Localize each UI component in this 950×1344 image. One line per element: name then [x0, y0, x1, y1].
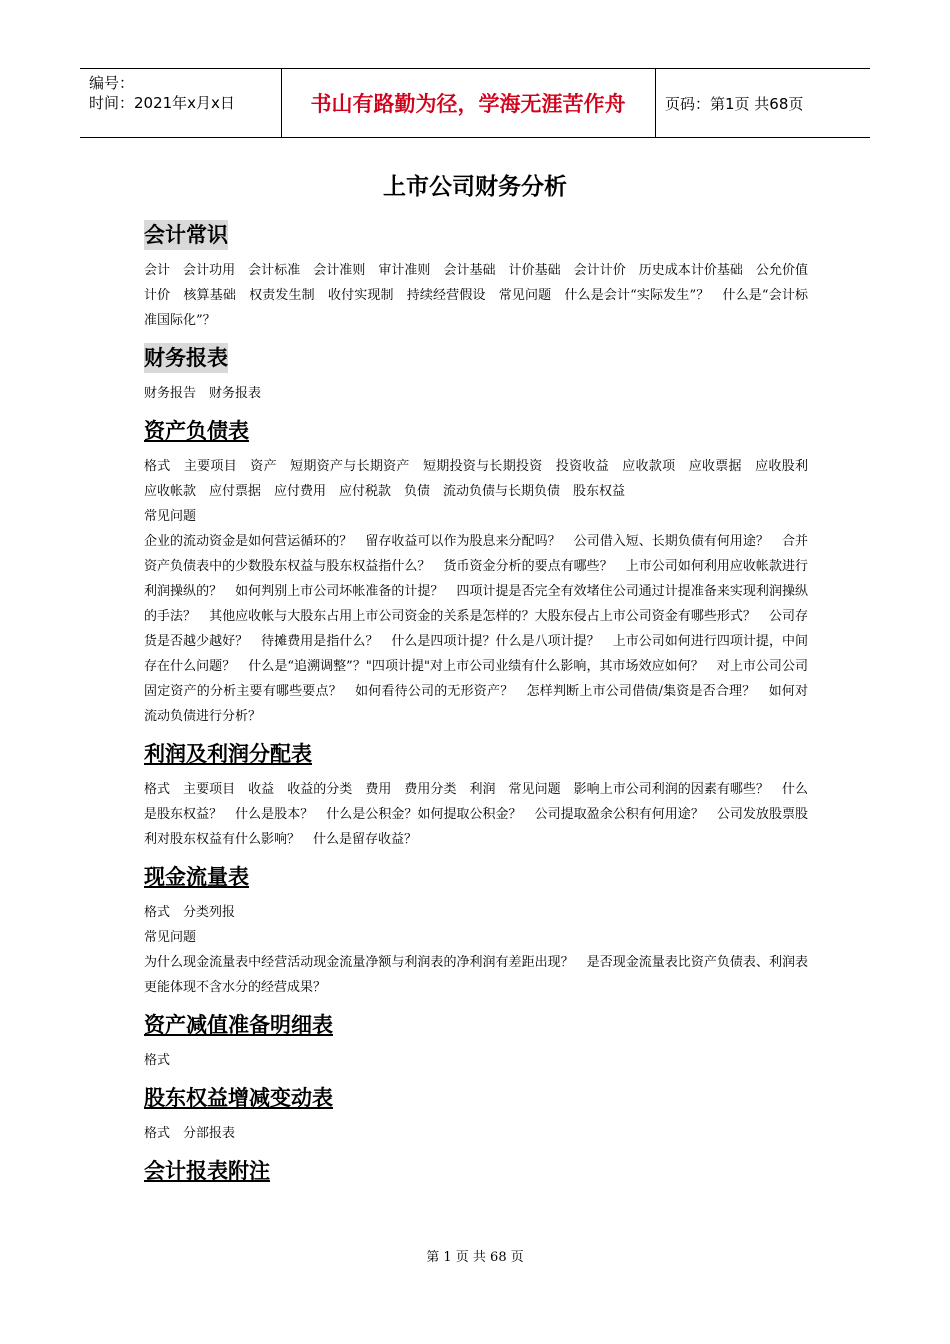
section-equity-changes [144, 1077, 808, 1146]
section-heading: 股东权益增减变动表 [144, 1086, 333, 1110]
section-text: 格式 主要项目 收益 收益的分类 费用 费用分类 利润 常见问题 影响上市公司利润的因素有哪些？ 什么是股东权益？ 什么是股本？ 什么是公积金？如何提取公积金？ 公司提取盈余公积有何用途？ 公司发放股票股利对股东权益有什么影响？ 什么是留存收益？ [144, 782, 808, 847]
section-financial-statements [144, 337, 808, 406]
section-text: 格式 分类列报 [144, 905, 236, 920]
section-heading: 利润及利润分配表 [144, 742, 312, 766]
header-divider [655, 69, 656, 137]
section-text: 为什么现金流量表中经营活动现金流量净额与利润表的净利润有差距出现？ 是否现金流量表比资产负债表、利润表更能体现不含水分的经营成果？ [144, 955, 808, 995]
page-header [80, 68, 870, 138]
section-text: 财务报告 财务报表 [144, 386, 262, 401]
header-motto: 书山有路勤为径，学海无涯苦作舟 [310, 92, 626, 116]
section-text: 常见问题 [144, 930, 197, 945]
section-text: 格式 [144, 1053, 171, 1068]
section-heading: 资产减值准备明细表 [144, 1013, 333, 1037]
section-cash-flow [144, 856, 808, 1000]
section-heading: 会计常识 [144, 220, 228, 250]
section-notes [144, 1150, 808, 1194]
section-impairment [144, 1004, 808, 1073]
time-label: 时间：2021年x月x日 [89, 94, 235, 112]
section-text: 格式 分部报表 [144, 1126, 236, 1141]
section-heading: 财务报表 [144, 343, 228, 373]
section-text: 企业的流动资金是如何营运循环的？ 留存收益可以作为股息来分配吗？ 公司借入短、长期负债有何用途？ 合并资产负债表中的少数股东权益与股东权益指什么？ 货币资金分析的要点有哪些？ 上市公司如何利用应收帐款进行利润操纵的？ 如何判别上市公司坏帐准备的计提？ 四项计提是否完全有效堵住公司通过计提准备来实现利润操纵的手法？ 其他应收帐与大股东占用上市公司资金的关系是怎样的？大股东侵占上市公司资金有哪些形式？ 公司存货是否越少越好？ 待摊费用是指什么？ 什么是四项计提？什么是八项计提？ 上市公司如何进行四项计提，中间存在什么问题？ 什么是“追溯调整”？"四项计提"对上市公司业绩有什么影响，其市场效应如何？ 对上市公司公司固定资产的分析主要有哪些要点？ 如何看待公司的无形资产？ 怎样判断上市公司借债/集资是否合理？ 如何对流动负债进行分析？ [144, 534, 808, 724]
header-meta [89, 73, 235, 113]
page-footer: 第 1 页 共 68 页 [426, 1250, 524, 1265]
section-text: 会计 会计功用 会计标准 会计准则 审计准则 会计基础 计价基础 会计计价 历史成本计价基础 公允价值计价 核算基础 权责发生制 收付实现制 持续经营假设 常见问题 什么是会计“实际发生”？ 什么是“会计标准国际化”？ [144, 263, 808, 328]
section-text: 常见问题 [144, 509, 197, 524]
header-page-info: 页码：第1页 共68页 [665, 94, 804, 113]
number-label: 编号： [89, 74, 135, 92]
section-balance-sheet [144, 410, 822, 729]
section-heading: 现金流量表 [144, 865, 249, 889]
section-accounting-basics [144, 214, 808, 333]
document-title: 上市公司财务分析 [383, 174, 567, 200]
section-heading: 资产负债表 [144, 419, 249, 443]
section-heading: 会计报表附注 [144, 1159, 270, 1183]
section-text: 格式 主要项目 资产 短期资产与长期资产 短期投资与长期投资 投资收益 应收款项 应收票据 应收股利 应收帐款 应付票据 应付费用 应付税款 负债 流动负债与长期负债 股东权益 [144, 459, 822, 499]
section-income-statement [144, 733, 808, 852]
document-body [144, 214, 822, 1198]
